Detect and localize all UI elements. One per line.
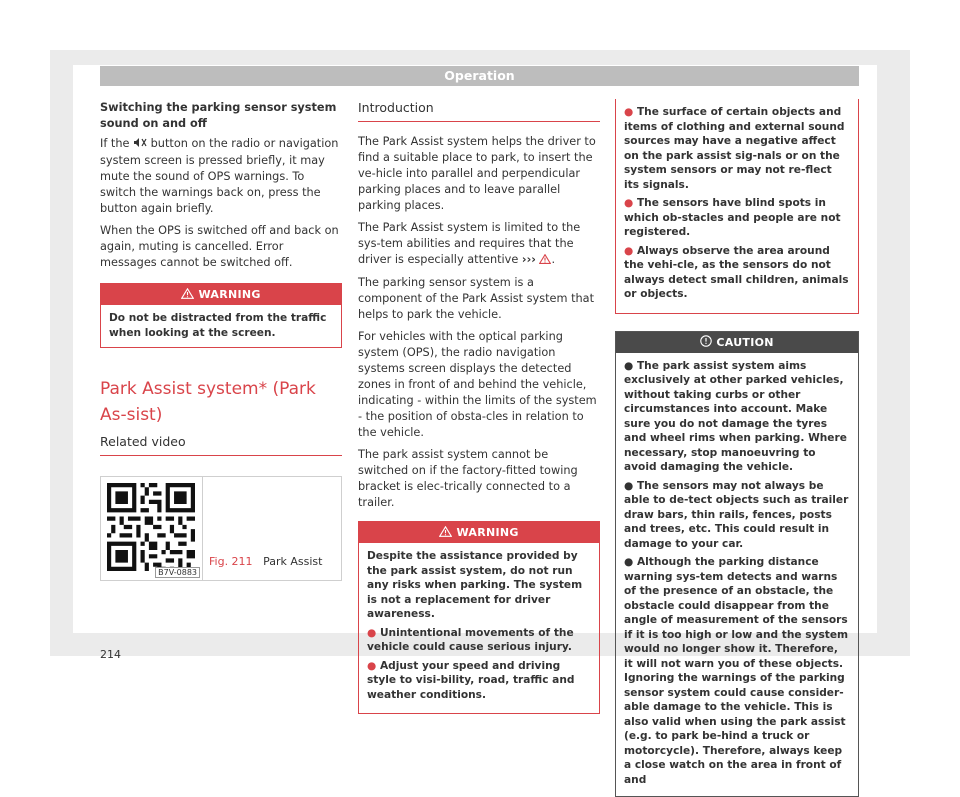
warning-bullet-text: Always observe the area around the vehi-cle, as the sensors do not always detect small children, animals or objects. [624,245,849,301]
figure-park-assist [100,476,342,581]
caution-bullet-text: The park assist system aims exclusively at other parked vehicles, without taking curbs or other circumstances into account. Make sure you do not damage the tyres and wheel rims when parking. Where necessary, stop manoeuvring to avoid damaging the vehicle. [624,360,847,474]
warning-bullet: ● Adjust your speed and driving style to visi-bility, road, traffic and weather conditions. [367,659,591,703]
caution-bullet-text: Although the parking distance warning sys-tem detects and warns of the presence of an obstacle, the obstacle could disappear from the angle of measurement of the sensors if it is too high or low and the system would no longer show it. Therefore, it will not warn you of these objects. Ignoring the warnings of the parking sensor system could cause consider-able damage to the vehicle. This is also valid when using the park assist (e.g. to park be-hind a truck or motorcycle). Therefore, always keep a close watch on the area in front of and [624,556,848,786]
warning-header [359,522,599,543]
intro-paragraph-3: The parking sensor system is a component of the Park Assist system that helps to park the vehicle. [358,275,600,323]
warning-bullet: ● Always observe the area around the vehi-cle, as the sensors do not always detect small children, animals or objects. [624,244,850,302]
qr-label: B7V-0883 [155,567,200,578]
caution-box [615,331,859,797]
figure-caption-text: Park Assist [263,555,322,568]
caution-body [616,353,858,797]
warning-bullet-text: Unintentional movements of the vehicle could cause serious injury. [367,627,574,654]
figure-caption [209,554,322,570]
speaker-mute-icon [133,137,147,153]
caution-bullet: ● The sensors may not always be able to de-tect objects such as trailer draw bars, thin rails, fences, posts and trees, etc. This could result in damage to your car. [624,479,850,552]
paragraph-mute-start: If the [100,137,129,150]
warning-body [359,543,599,713]
warning-triangle-icon [181,285,194,306]
intro-paragraph-1: The Park Assist system helps the driver to find a suitable place to park, to insert the ve-hicle into parallel and perpendicular parking places and to leave parallel parking places. [358,134,600,214]
warning-bullet-text: The surface of certain objects and items of clothing and external sound sources may have a negative affect on the park assist sig-nals or on the system sensors or may not re-flect its signals. [624,106,844,191]
warning-label: WARNING [456,526,518,539]
warning-bullet: ● The surface of certain objects and items of clothing and external sound sources may have a negative affect on the park assist sig-nals or on the system sensors or may not re-flect its signals. [624,105,850,192]
page-header: Operation [100,66,859,86]
info-circle-icon [700,333,712,354]
warning-header [101,284,341,305]
warning-label: WARNING [198,288,260,301]
warning-box-screen [100,283,342,348]
intro-paragraph-2: The Park Assist system is limited to the sys-tem abilities and requires that the driver is especially attentive ››› . [358,220,600,269]
section-title-park-assist: Park Assist system* (Park As-sist) [100,376,342,428]
warning-triangle-icon [439,523,452,544]
related-video-heading: Related video [100,434,342,456]
paragraph-mute-end: button on the radio or navigation system screen is pressed briefly, it may mute the sound of OPS warnings. To switch the warnings back on, press the button again briefly. [100,137,338,215]
warning-triangle-icon [539,253,551,269]
warning-continued-body [616,99,858,313]
warning-bullet-text: Adjust your speed and driving style to visi-bility, road, traffic and weather conditions. [367,660,574,701]
introduction-heading: Introduction [358,100,600,122]
column-right [615,100,859,797]
caution-bullet: ● Although the parking distance warning sys-tem detects and warns of the presence of an obstacle, the obstacle could disappear from the angle of measurement of the sensors if it is too high or low and the system would no longer show it. Therefore, it will not warn you of these objects. Ignoring the warnings of the parking sensor system could cause consider-able damage to the vehicle. This is also valid when using the park assist (e.g. to park be-hind a truck or motorcycle). Therefore, always keep a close watch on the area in front of and [624,555,850,787]
warning-bullet: ● The sensors have blind spots in which ob-stacles and people are not registered. [624,196,850,240]
subheading-parking-sound: Switching the parking sensor system sound on and off [100,100,342,132]
paragraph-ops-switch: When the OPS is switched off and back on again, muting is cancelled. Error messages cannot be switched off. [100,223,342,271]
cross-reference-arrows[interactable]: ››› [522,253,536,266]
column-middle [358,100,600,714]
caution-label: CAUTION [716,336,773,349]
intro-paragraph-5: The park assist system cannot be switched on if the factory-fitted towing bracket is elec-trically connected to a trailer. [358,447,600,511]
warning-box-continued [615,99,859,314]
warning-intro: Despite the assistance provided by the park assist system, do not run any risks when parking. The system is not a replacement for driver awareness. [367,549,591,622]
warning-bullet: ● Unintentional movements of the vehicle could cause serious injury. [367,626,591,655]
intro-paragraph-4: For vehicles with the optical parking system (OPS), the radio navigation systems screen displays the detected zones in front of and behind the vehicle, indicating - within the limits of the system - the position of obsta-cles in relation to the vehicle. [358,329,600,441]
caution-bullet: ● The park assist system aims exclusively at other parked vehicles, without taking curbs or other circumstances into account. Make sure you do not damage the tyres and wheel rims when parking. Where necessary, stop manoeuvring to avoid damaging the vehicle. [624,359,850,475]
qr-code-icon[interactable] [107,483,195,571]
warning-box-park-assist [358,521,600,714]
intro-paragraph-2-text: The Park Assist system is limited to the sys-tem abilities and requires that the driver is especially attentive [358,221,580,266]
column-left [100,100,342,581]
caution-bullet-text: The sensors may not always be able to de-tect objects such as trailer draw bars, thin rails, fences, posts and trees, etc. This could result in damage to your car. [624,480,848,550]
page-number: 214 [100,648,121,661]
qr-code-frame [101,477,203,580]
warning-bullet-text: The sensors have blind spots in which ob-stacles and people are not registered. [624,197,841,238]
paragraph-mute [100,136,342,217]
warning-text: Do not be distracted from the traffic when looking at the screen. [101,305,341,347]
caution-header [616,332,858,353]
figure-number: Fig. 211 [209,555,253,568]
